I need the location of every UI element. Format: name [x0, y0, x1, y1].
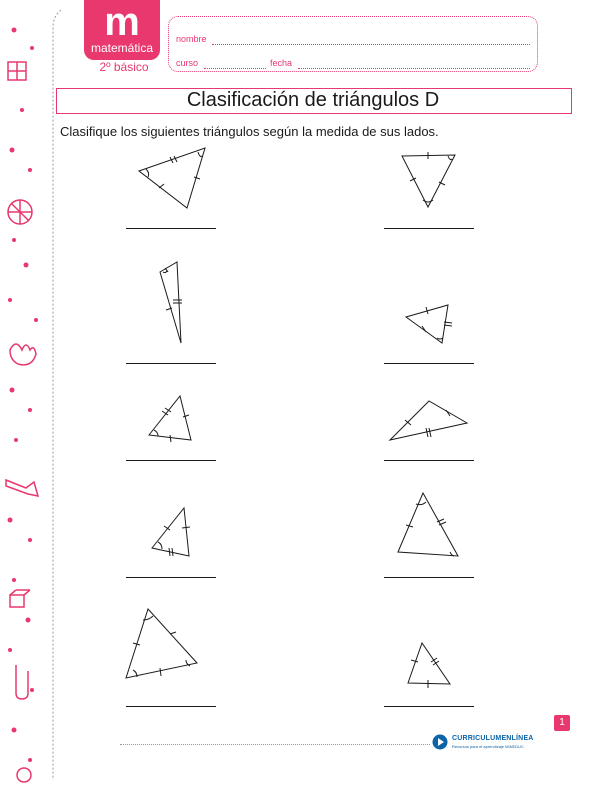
answer-line-8[interactable]	[384, 577, 474, 578]
page-title: Clasificación de triángulos D	[186, 89, 440, 111]
triangle-5	[149, 396, 191, 442]
brand-name: CURRICULUMENLÍNEA	[452, 735, 534, 742]
answer-line-10[interactable]	[384, 706, 474, 707]
triangle-10	[408, 643, 450, 688]
triangle-3	[160, 262, 182, 343]
logo-word: matemática	[90, 41, 154, 55]
instruction-text: Clasifique los siguientes triángulos según la medida de sus lados.	[60, 124, 439, 139]
triangle-2	[402, 152, 455, 207]
nombre-label: nombre	[176, 34, 207, 44]
answer-line-4[interactable]	[384, 363, 474, 364]
page-number: 1	[554, 715, 570, 731]
curso-label: curso	[176, 58, 199, 68]
logo-letter: m	[104, 0, 140, 44]
answer-line-1[interactable]	[126, 228, 216, 229]
curriculum-logo-icon	[432, 734, 450, 750]
answer-line-5[interactable]	[126, 460, 216, 461]
answer-line-9[interactable]	[126, 706, 216, 707]
triangle-7	[152, 508, 190, 556]
answer-line-7[interactable]	[126, 577, 216, 578]
fecha-label: fecha	[270, 58, 293, 68]
triangle-4	[406, 305, 452, 343]
grade-label: 2º básico	[99, 60, 149, 74]
triangle-8	[398, 493, 458, 556]
brand-tagline: Recursos para el aprendizaje MINEDUC	[452, 744, 524, 749]
footer-divider	[120, 744, 430, 745]
triangle-6	[390, 401, 467, 440]
triangle-9	[126, 609, 197, 678]
triangle-1	[139, 148, 205, 208]
answer-line-3[interactable]	[126, 363, 216, 364]
answer-line-6[interactable]	[384, 460, 474, 461]
answer-line-2[interactable]	[384, 228, 474, 229]
